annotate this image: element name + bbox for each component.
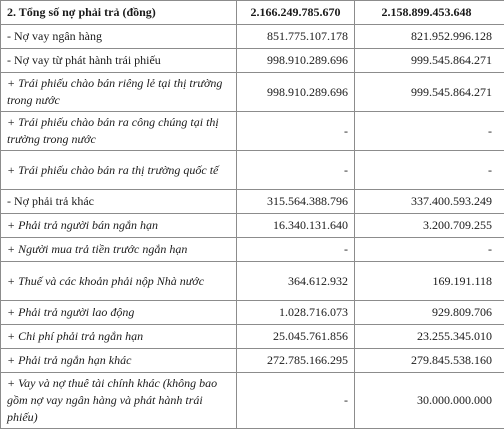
row-value-2: 821.952.996.128 xyxy=(355,25,504,49)
total-liabilities-value-2: 2.158.899.453.648 xyxy=(355,1,504,25)
row-value-2: - xyxy=(355,112,504,151)
row-value-2: 3.200.709.255 xyxy=(355,214,504,238)
row-label: + Trái phiếu chào bán ra công chúng tại thị trường trong nước xyxy=(1,112,237,151)
row-label: + Chi phí phải trả ngắn hạn xyxy=(1,325,237,349)
row-label: + Vay và nợ thuê tài chính khác (không bao gồm nợ vay ngân hàng và phát hành trái phiếu) xyxy=(1,373,237,429)
row-label: - Nợ vay ngân hàng xyxy=(1,25,237,49)
row-label: + Người mua trả tiền trước ngắn hạn xyxy=(1,238,237,262)
table-row xyxy=(1,373,504,429)
row-value-1: 998.910.289.696 xyxy=(237,49,355,73)
table-row xyxy=(1,25,504,49)
table-row xyxy=(1,262,504,301)
row-value-1: - xyxy=(237,238,355,262)
row-value-1: 25.045.761.856 xyxy=(237,325,355,349)
row-value-1: 1.028.716.073 xyxy=(237,301,355,325)
row-value-2: 999.545.864.271 xyxy=(355,49,504,73)
row-value-2: - xyxy=(355,238,504,262)
table-row xyxy=(1,325,504,349)
table-row xyxy=(1,349,504,373)
table-header-row xyxy=(1,1,504,25)
row-value-2: 169.191.118 xyxy=(355,262,504,301)
row-value-1: 364.612.932 xyxy=(237,262,355,301)
row-value-1: - xyxy=(237,112,355,151)
table-row xyxy=(1,301,504,325)
row-label: - Nợ vay từ phát hành trái phiếu xyxy=(1,49,237,73)
row-value-2: 23.255.345.010 xyxy=(355,325,504,349)
row-label: + Phải trả người lao động xyxy=(1,301,237,325)
table-row xyxy=(1,151,504,190)
row-label: + Trái phiếu chào bán ra thị trường quốc tế xyxy=(1,151,237,190)
row-value-2: 30.000.000.000 xyxy=(355,373,504,429)
row-label: + Trái phiếu chào bán riêng lẻ tại thị trường trong nước xyxy=(1,73,237,112)
row-label: + Thuế và các khoản phải nộp Nhà nước xyxy=(1,262,237,301)
table-row xyxy=(1,238,504,262)
row-value-2: 929.809.706 xyxy=(355,301,504,325)
row-value-1: - xyxy=(237,373,355,429)
table-row xyxy=(1,214,504,238)
row-label: - Nợ phải trả khác xyxy=(1,190,237,214)
total-liabilities-value-1: 2.166.249.785.670 xyxy=(237,1,355,25)
row-value-1: 851.775.107.178 xyxy=(237,25,355,49)
table-row xyxy=(1,190,504,214)
row-value-1: - xyxy=(237,151,355,190)
row-value-2: 279.845.538.160 xyxy=(355,349,504,373)
row-label: + Phải trả ngắn hạn khác xyxy=(1,349,237,373)
row-value-2: 337.400.593.249 xyxy=(355,190,504,214)
total-liabilities-label: 2. Tổng số nợ phải trả (đồng) xyxy=(1,1,237,25)
row-label: + Phải trả người bán ngắn hạn xyxy=(1,214,237,238)
row-value-2: 999.545.864.271 xyxy=(355,73,504,112)
table-row xyxy=(1,49,504,73)
row-value-1: 272.785.166.295 xyxy=(237,349,355,373)
row-value-1: 315.564.388.796 xyxy=(237,190,355,214)
row-value-1: 16.340.131.640 xyxy=(237,214,355,238)
table-row xyxy=(1,112,504,151)
table-row xyxy=(1,73,504,112)
row-value-1: 998.910.289.696 xyxy=(237,73,355,112)
row-value-2: - xyxy=(355,151,504,190)
